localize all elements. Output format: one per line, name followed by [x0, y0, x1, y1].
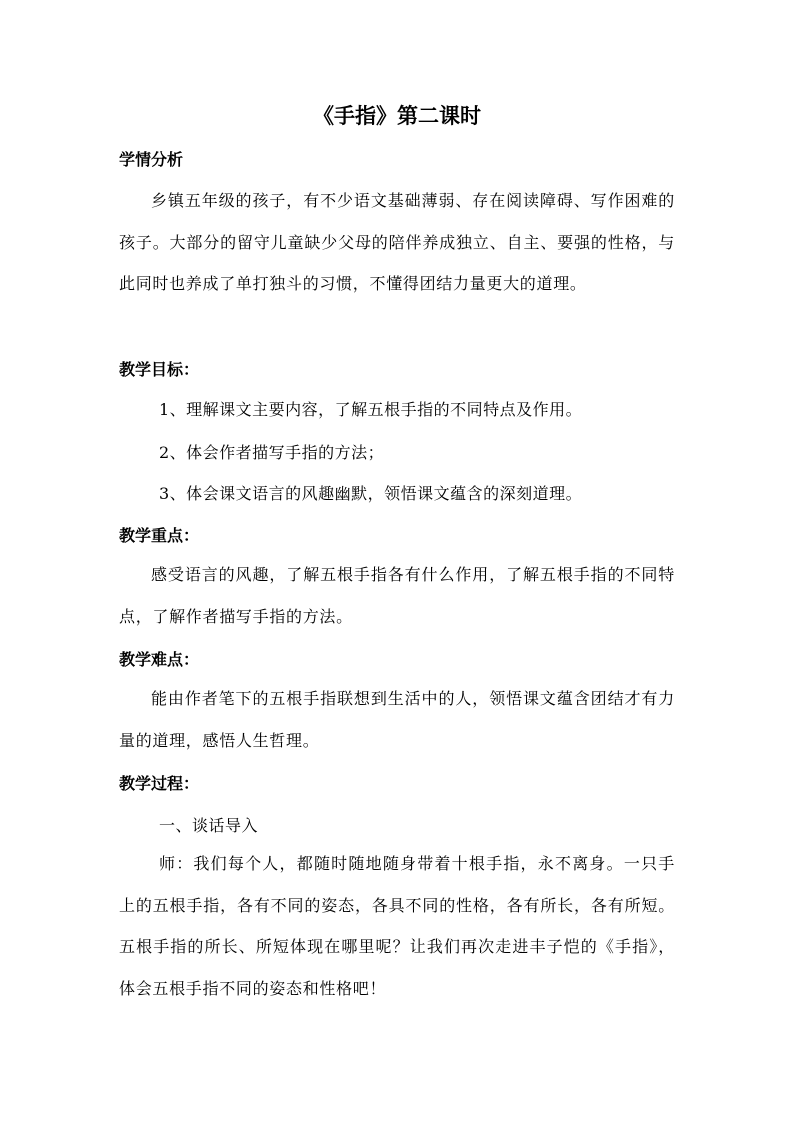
key-points-paragraph: 感受语言的风趣，了解五根手指各有什么作用，了解五根手指的不同特点，了解作者描写手指的方法。	[119, 565, 675, 626]
key-points-heading: 教学重点：	[119, 526, 200, 545]
document-title: 《手指》第二课时	[313, 103, 481, 128]
process-paragraph: 师：我们每个人，都随时随地随身带着十根手指，永不离身。一只手上的五根手指，各有不同的姿态，各具不同的性格，各有所长，各有所短。五根手指的所长、所短体现在哪里呢？让我们再次走进丰子恺的《手指》，体会五根手指不同的姿态和性格吧！	[119, 854, 675, 999]
analysis-heading: 学情分析	[119, 150, 184, 169]
process-step-1: 一、谈话导入	[159, 816, 259, 835]
goal-item-1: 1、理解课文主要内容，了解五根手指的不同特点及作用。	[159, 400, 583, 419]
goal-item-3: 3、体会课文语言的风趣幽默，领悟课文蕴含的深刻道理。	[159, 484, 583, 503]
analysis-paragraph: 乡镇五年级的孩子，有不少语文基础薄弱、存在阅读障碍、写作困难的孩子。大部分的留守儿童缺少父母的陪伴养成独立、自主、要强的性格，与此同时也养成了单打独斗的习惯，不懂得团结力量更大的道理。	[119, 191, 675, 294]
goal-item-2: 2、体会作者描写手指的方法；	[159, 443, 385, 462]
goals-heading: 教学目标：	[119, 360, 200, 379]
process-heading: 教学过程：	[119, 774, 200, 793]
difficulties-paragraph: 能由作者笔下的五根手指联想到生活中的人，领悟课文蕴含团结才有力量的道理，感悟人生哲理。	[119, 689, 675, 750]
difficulties-heading: 教学难点：	[119, 650, 200, 669]
